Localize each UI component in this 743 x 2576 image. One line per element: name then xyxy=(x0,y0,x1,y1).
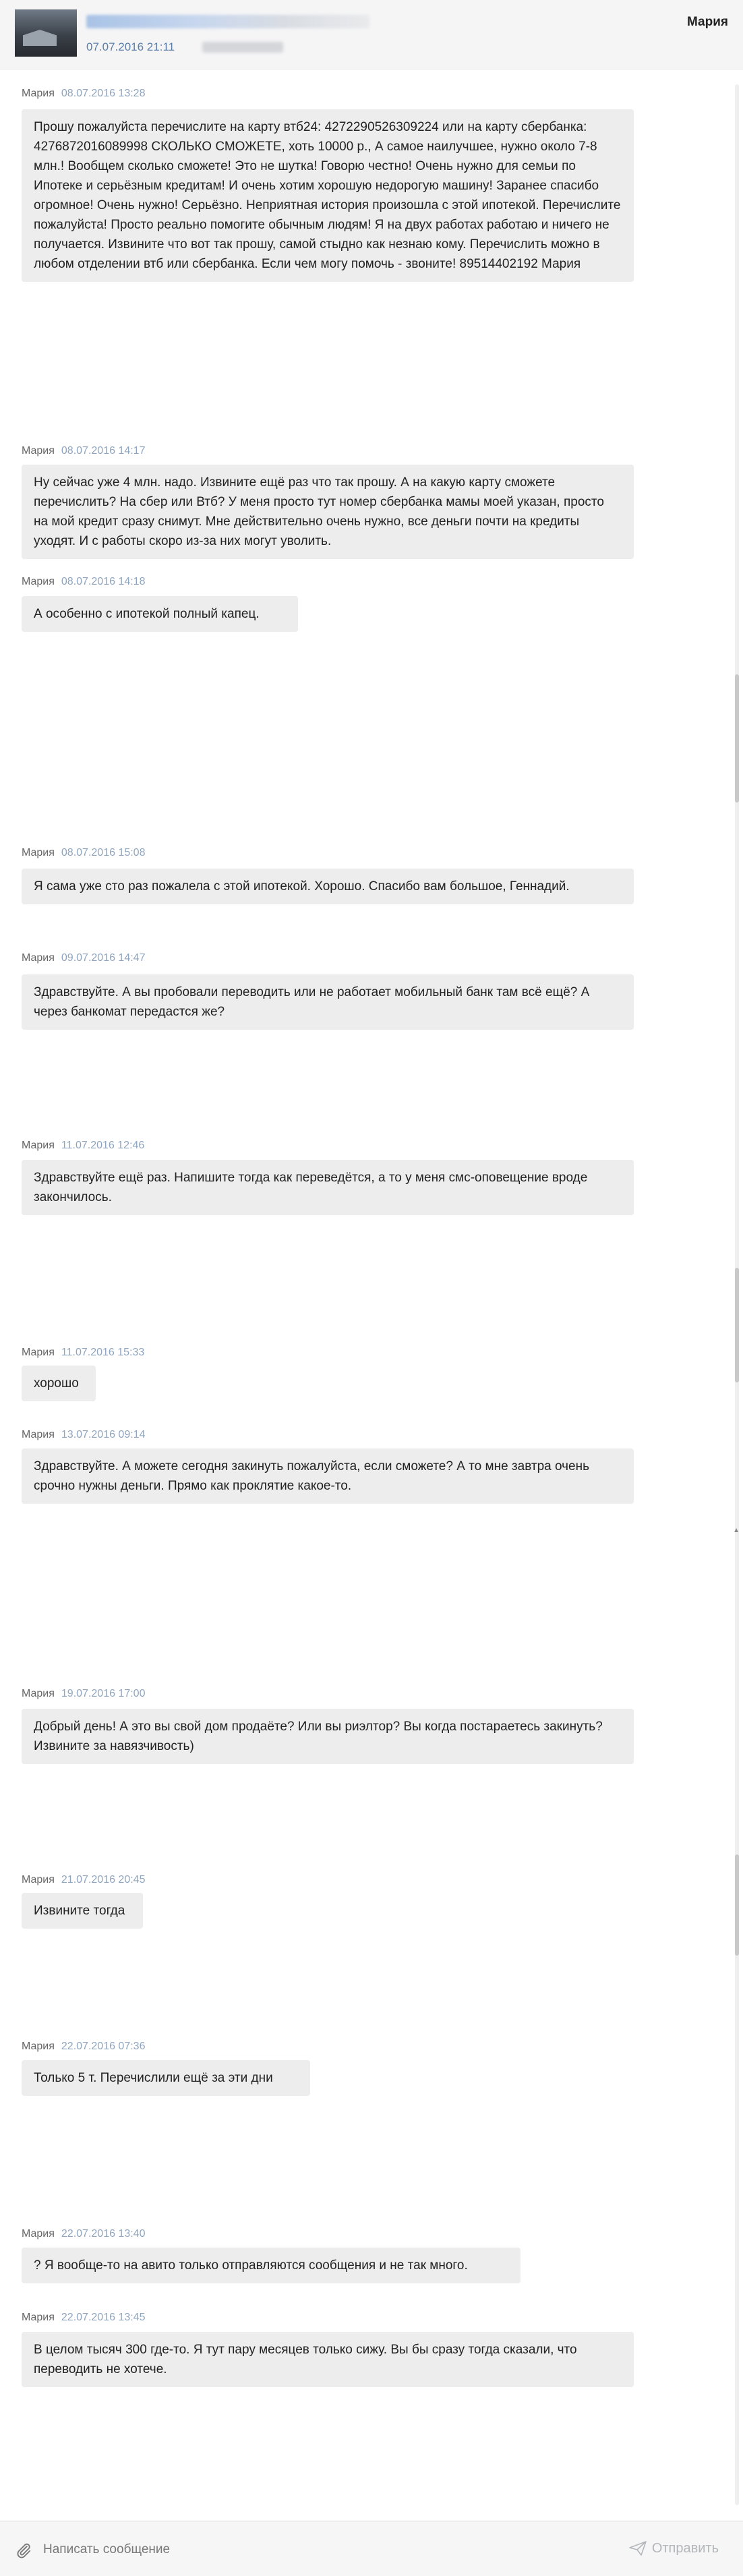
message-meta xyxy=(22,1347,144,1359)
message-author: Мария xyxy=(22,88,55,99)
message-time: 22.07.2016 07:36 xyxy=(61,2041,146,2052)
message-meta xyxy=(22,2041,145,2053)
message-time: 09.07.2016 14:47 xyxy=(61,952,146,964)
message-bubble: Извините тогда xyxy=(22,1893,143,1929)
message-time: 13.07.2016 09:14 xyxy=(61,1429,146,1440)
message-author: Мария xyxy=(22,2041,55,2052)
message-time: 21.07.2016 20:45 xyxy=(61,1874,146,1885)
message-time: 08.07.2016 14:18 xyxy=(61,576,146,587)
message-meta xyxy=(22,1874,145,1886)
message-meta xyxy=(22,2228,145,2240)
message-time: 22.07.2016 13:45 xyxy=(61,2312,146,2323)
message-author: Мария xyxy=(22,1347,55,1358)
message-meta xyxy=(22,576,145,588)
message-thread xyxy=(0,69,743,2521)
message-meta xyxy=(22,2312,145,2324)
message-bubble: Я сама уже сто раз пожалела с этой ипотекой. Хорошо. Спасибо вам большое, Геннадий. xyxy=(22,869,634,904)
message-author: Мария xyxy=(22,847,55,858)
ad-date: 07.07.2016 21:11 xyxy=(86,40,175,53)
message-time: 11.07.2016 15:33 xyxy=(61,1347,145,1358)
message-meta xyxy=(22,445,145,457)
message-time: 22.07.2016 13:40 xyxy=(61,2228,146,2240)
paperclip-icon[interactable] xyxy=(15,2542,32,2559)
scroll-up-arrow-icon[interactable]: ▲ xyxy=(733,1527,740,1534)
message-time: 11.07.2016 12:46 xyxy=(61,1140,145,1151)
message-input[interactable] xyxy=(42,2536,597,2563)
message-meta xyxy=(22,88,145,100)
message-author: Мария xyxy=(22,1429,55,1440)
ad-thumbnail[interactable] xyxy=(15,9,77,57)
message-author: Мария xyxy=(22,952,55,964)
message-time: 08.07.2016 14:17 xyxy=(61,445,146,457)
message-bubble: Здравствуйте ещё раз. Напишите тогда как переведётся, а то у меня смс-оповещение вроде закончилось. xyxy=(22,1160,634,1215)
message-bubble: В целом тысяч 300 где-то. Я тут пару месяцев только сижу. Вы бы сразу тогда сказали, что переводить не хотече. xyxy=(22,2332,634,2387)
message-bubble: Добрый день! А это вы свой дом продаёте? Или вы риэлтор? Вы когда постараетесь закинуть? Извините за навязчивость) xyxy=(22,1709,634,1764)
message-bubble: Ну сейчас уже 4 млн. надо. Извините ещё раз что так прошу. А на какую карту сможете перечислить? На сбер или Втб? У меня просто тут номер сбербанка мамы моей указан, просто на мой кредит сразу снимут. Мне действительно очень нужно, все деньги почти на кредиты уходят. И с работы скоро из-за них могут уволить. xyxy=(22,465,634,559)
message-meta xyxy=(22,1429,145,1441)
message-author: Мария xyxy=(22,1874,55,1885)
message-author: Мария xyxy=(22,2228,55,2240)
message-author: Мария xyxy=(22,1688,55,1699)
message-bubble: хорошо xyxy=(22,1366,96,1401)
message-bubble: Только 5 т. Перечислили ещё за эти дни xyxy=(22,2060,310,2096)
message-author: Мария xyxy=(22,576,55,587)
message-bubble: Здравствуйте. А вы пробовали переводить или не работает мобильный банк там всё ещё? А через банкомат передастся же? xyxy=(22,974,634,1030)
scroll-thumb[interactable] xyxy=(735,1854,739,1956)
message-composer xyxy=(0,2521,743,2576)
message-meta xyxy=(22,952,145,964)
message-meta xyxy=(22,1140,144,1152)
message-meta xyxy=(22,1688,145,1700)
message-bubble: А особенно с ипотекой полный капец. xyxy=(22,596,298,632)
chat-header xyxy=(0,0,743,69)
message-time: 08.07.2016 15:08 xyxy=(61,847,146,858)
send-icon xyxy=(629,2541,647,2556)
send-button[interactable] xyxy=(620,2535,728,2562)
message-author: Мария xyxy=(22,1140,55,1151)
message-bubble: Прошу пожалуйста перечислите на карту втб24: 4272290526309224 или на карту сбербанка: 4276872016089998 СКОЛЬКО СМОЖЕТЕ, хоть 10000 р., А самое наилучшее, нужно около 7-8 млн.! Вообщем сколько сможете! Это не шутка! Говорю честно! Очень нужно для семьи по Ипотеке и серьёзным кредитам! И очень хотим хорошую недорогую машину! Заранее спасибо огромное! Очень нужно! Серьёзно. Неприятная история произошла с этой ипотекой. Перечислите пожалуйста! Просто реально помогите обычным людям! Я на двух работах работаю и ничего не получается. Извините что вот так прошу, самой стыдно как незнаю кому. Перечислить можно в любом отделении втб или сбербанка. Если чем могу помочь - звоните! 89514402192 Мария xyxy=(22,109,634,282)
message-meta xyxy=(22,847,145,859)
message-time: 19.07.2016 17:00 xyxy=(61,1688,146,1699)
partner-name[interactable]: Мария xyxy=(687,15,728,29)
ad-location-redacted xyxy=(202,42,283,53)
ad-title-redacted[interactable] xyxy=(86,15,369,28)
scroll-thumb[interactable] xyxy=(735,674,739,802)
message-time: 08.07.2016 13:28 xyxy=(61,88,146,99)
send-label: Отправить xyxy=(651,2540,719,2556)
message-bubble: ? Я вообще-то на авито только отправляются сообщения и не так много. xyxy=(22,2248,521,2283)
scroll-thumb[interactable] xyxy=(735,1268,739,1382)
message-author: Мария xyxy=(22,445,55,457)
message-author: Мария xyxy=(22,2312,55,2323)
message-bubble: Здравствуйте. А можете сегодня закинуть пожалуйста, если сможете? А то мне завтра очень срочно нужны деньги. Прямо как проклятие какое-то. xyxy=(22,1448,634,1504)
